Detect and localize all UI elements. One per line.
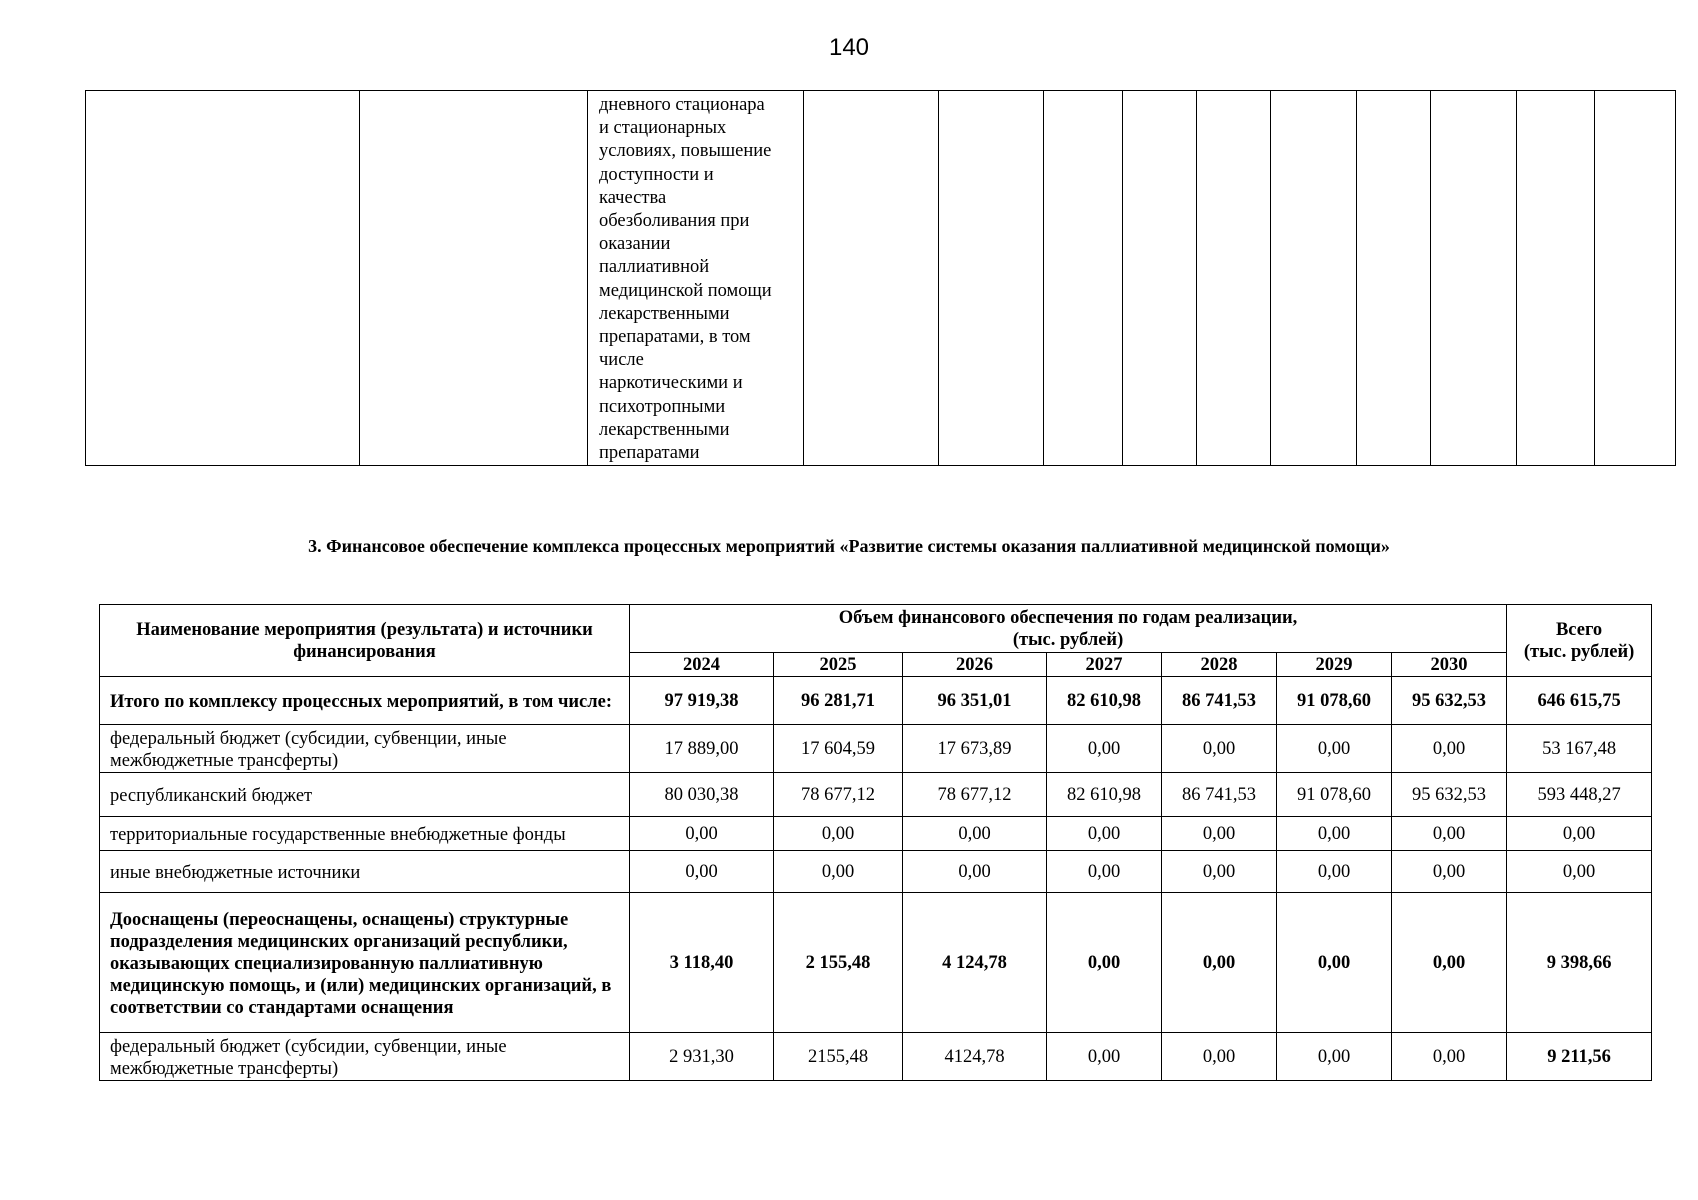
value-cell: 86 741,53 <box>1162 773 1277 817</box>
value-cell: 0,00 <box>1047 817 1162 851</box>
value-cell: 2155,48 <box>774 1033 903 1081</box>
value-cell: 0,00 <box>1392 725 1507 773</box>
table-cell <box>360 91 588 466</box>
value-cell: 95 632,53 <box>1392 773 1507 817</box>
total-cell: 53 167,48 <box>1507 725 1652 773</box>
value-cell: 82 610,98 <box>1047 773 1162 817</box>
value-cell: 4 124,78 <box>903 893 1047 1033</box>
value-cell: 2 931,30 <box>630 1033 774 1081</box>
value-cell: 0,00 <box>1047 851 1162 893</box>
value-cell: 97 919,38 <box>630 677 774 725</box>
value-cell: 0,00 <box>1392 817 1507 851</box>
value-cell: 91 078,60 <box>1277 773 1392 817</box>
table-row <box>100 851 1652 893</box>
continuation-text: дневного стационара и стационарных условиях, повышение доступности и качества обезболивания при оказании паллиативной медицинской помощи лекарственными препаратами, в том числе наркотическими и психотропными лекарственными препаратами <box>599 95 772 464</box>
header-name: Наименование мероприятия (результата) и источники финансирования <box>100 605 630 677</box>
table-row <box>100 817 1652 851</box>
table-cell <box>1197 91 1271 466</box>
value-cell: 95 632,53 <box>1392 677 1507 725</box>
header-total: Всего (тыс. рублей) <box>1507 605 1652 677</box>
value-cell: 4124,78 <box>903 1033 1047 1081</box>
table-cell <box>1431 91 1517 466</box>
table-cell <box>1271 91 1357 466</box>
row-name: Итого по комплексу процессных мероприятий, в том числе: <box>100 677 630 725</box>
value-cell: 78 677,12 <box>903 773 1047 817</box>
row-name: территориальные государственные внебюджетные фонды <box>100 817 630 851</box>
continuation-table <box>85 90 1676 466</box>
row-name: Дооснащены (переоснащены, оснащены) структурные подразделения медицинских организаций республики, оказывающих специализированную паллиативную медицинскую помощь, и (или) медицинских организаций, в соответствии со стандартами оснащения <box>100 893 630 1033</box>
header-year: 2030 <box>1392 653 1507 677</box>
table-row <box>100 1033 1652 1081</box>
finance-table <box>99 604 1652 1081</box>
table-row <box>100 773 1652 817</box>
table-row <box>100 677 1652 725</box>
row-name: республиканский бюджет <box>100 773 630 817</box>
value-cell: 2 155,48 <box>774 893 903 1033</box>
value-cell: 0,00 <box>1392 893 1507 1033</box>
table-cell <box>1044 91 1123 466</box>
value-cell: 17 889,00 <box>630 725 774 773</box>
value-cell: 0,00 <box>903 817 1047 851</box>
header-volume: Объем финансового обеспечения по годам реализации, (тыс. рублей) <box>630 605 1507 653</box>
value-cell: 0,00 <box>1392 851 1507 893</box>
row-name: федеральный бюджет (субсидии, субвенции, иные межбюджетные трансферты) <box>100 725 630 773</box>
table-cell <box>588 91 804 466</box>
header-year: 2024 <box>630 653 774 677</box>
value-cell: 0,00 <box>1162 725 1277 773</box>
header-year: 2028 <box>1162 653 1277 677</box>
value-cell: 0,00 <box>1047 1033 1162 1081</box>
value-cell: 0,00 <box>1162 851 1277 893</box>
value-cell: 0,00 <box>1277 1033 1392 1081</box>
total-cell: 646 615,75 <box>1507 677 1652 725</box>
value-cell: 91 078,60 <box>1277 677 1392 725</box>
total-cell: 0,00 <box>1507 817 1652 851</box>
value-cell: 0,00 <box>903 851 1047 893</box>
table-cell <box>804 91 939 466</box>
table-cell <box>86 91 360 466</box>
table-cell <box>1123 91 1197 466</box>
row-name: федеральный бюджет (субсидии, субвенции, иные межбюджетные трансферты) <box>100 1033 630 1081</box>
value-cell: 86 741,53 <box>1162 677 1277 725</box>
value-cell: 82 610,98 <box>1047 677 1162 725</box>
value-cell: 0,00 <box>1277 893 1392 1033</box>
total-cell: 9 398,66 <box>1507 893 1652 1033</box>
table-cell <box>1517 91 1595 466</box>
value-cell: 0,00 <box>1162 893 1277 1033</box>
page-number: 140 <box>828 34 870 61</box>
value-cell: 0,00 <box>1277 817 1392 851</box>
continuation-row <box>86 91 1676 466</box>
value-cell: 0,00 <box>1047 893 1162 1033</box>
row-name: иные внебюджетные источники <box>100 851 630 893</box>
table-row <box>100 725 1652 773</box>
value-cell: 96 351,01 <box>903 677 1047 725</box>
header-year: 2026 <box>903 653 1047 677</box>
value-cell: 0,00 <box>1162 1033 1277 1081</box>
value-cell: 0,00 <box>774 851 903 893</box>
header-year: 2029 <box>1277 653 1392 677</box>
value-cell: 0,00 <box>1047 725 1162 773</box>
value-cell: 0,00 <box>1277 851 1392 893</box>
value-cell: 17 673,89 <box>903 725 1047 773</box>
header-row <box>100 605 1652 653</box>
table-cell <box>1595 91 1676 466</box>
total-cell: 9 211,56 <box>1507 1033 1652 1081</box>
table-row <box>100 893 1652 1033</box>
value-cell: 0,00 <box>774 817 903 851</box>
value-cell: 0,00 <box>1392 1033 1507 1081</box>
value-cell: 0,00 <box>630 851 774 893</box>
header-year: 2025 <box>774 653 903 677</box>
value-cell: 96 281,71 <box>774 677 903 725</box>
value-cell: 78 677,12 <box>774 773 903 817</box>
value-cell: 0,00 <box>1277 725 1392 773</box>
section-title: 3. Финансовое обеспечение комплекса процессных мероприятий «Развитие системы оказания паллиативной медицинской помощи» <box>308 536 1390 556</box>
table-cell <box>1357 91 1431 466</box>
value-cell: 0,00 <box>630 817 774 851</box>
table-cell <box>939 91 1044 466</box>
value-cell: 17 604,59 <box>774 725 903 773</box>
value-cell: 80 030,38 <box>630 773 774 817</box>
total-cell: 0,00 <box>1507 851 1652 893</box>
total-cell: 593 448,27 <box>1507 773 1652 817</box>
header-year: 2027 <box>1047 653 1162 677</box>
value-cell: 0,00 <box>1162 817 1277 851</box>
value-cell: 3 118,40 <box>630 893 774 1033</box>
